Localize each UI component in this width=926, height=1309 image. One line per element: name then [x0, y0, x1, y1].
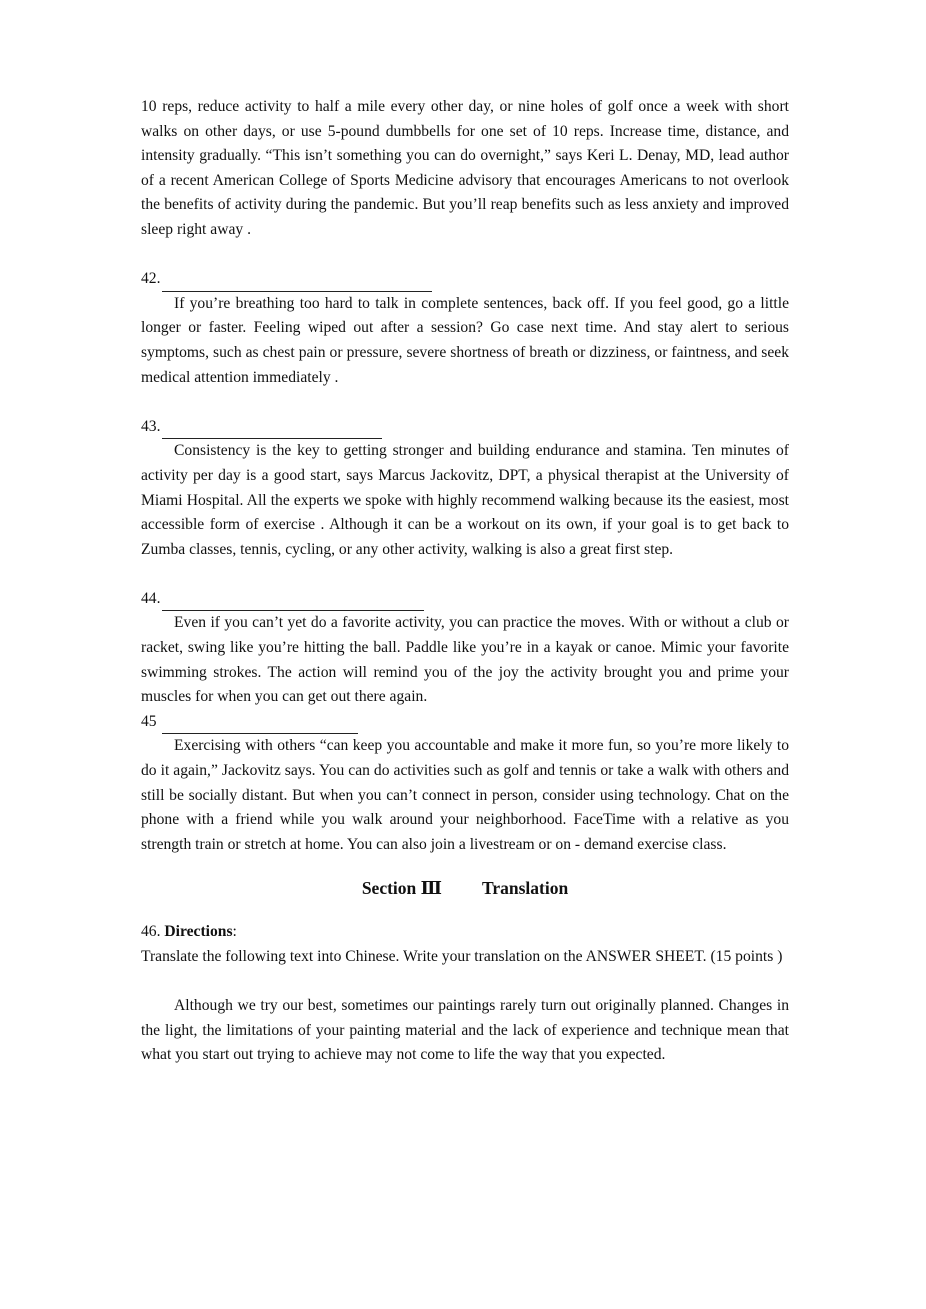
question-43-heading — [141, 415, 789, 440]
spacer — [141, 243, 789, 268]
task-number: 46. — [141, 923, 161, 941]
spacer — [141, 390, 789, 415]
section-label: Section Ⅲ — [361, 878, 442, 899]
question-44-heading — [141, 587, 789, 612]
translation-passage: Although we try our best, sometimes our paintings rarely turn out originally planned. Changes in the light, the limitations of your painting material and the lack of experience and technique mean that what you start out trying to achieve may not come to life the way that you expected. — [141, 997, 789, 1064]
question-44-paragraph: Even if you can’t yet do a favorite activity, you can practice the moves. With or without a club or racket, swing like you’re hitting the ball. Paddle like you’re in a kayak or canoe. Mimic your favorite swimming strokes. The action will remind you of the joy the activity brought you and prime your muscles for when you can get out there again. — [141, 614, 789, 706]
directions-colon: : — [232, 923, 237, 941]
question-42-heading — [141, 267, 789, 292]
spacer — [141, 562, 789, 587]
question-43-paragraph: Consistency is the key to getting stronger and building endurance and stamina. Ten minutes of activity per day is a good start, says Marcus Jackovitz, DPT, a physical therapist at the University of Miami Hospital. All the experts we spoke with highly recommend walking because its the easiest, most accessible form of exercise . Although it can be a workout on its own, if your goal is to get back to Zumba classes, tennis, cycling, or any other activity, walking is also a great first step. — [141, 442, 789, 558]
answer-blank-42[interactable] — [162, 275, 432, 292]
question-45-heading — [141, 710, 789, 735]
spacer — [141, 970, 789, 995]
passage-intro: 10 reps, reduce activity to half a mile every other day, or nine holes of golf once a week with short walks on other days, or use 5-pound dumbbells for one set of 10 reps. Increase time, distance, and intensity gradually. “This isn’t something you can do overnight,” says Keri L. Denay, MD, lead author of a recent American College of Sports Medicine advisory that encourages Americans to not overlook the benefits of activity during the pandemic. But you’ll reap benefits such as less anxiety and improved sleep right away . — [141, 98, 789, 238]
page-content — [141, 95, 789, 1068]
answer-blank-44[interactable] — [162, 594, 424, 611]
question-number: 44. — [141, 589, 161, 607]
question-45-paragraph: Exercising with others “can keep you accountable and make it more fun, so you’re more likely to do it again,” Jackovitz says. You can do activities such as golf and tennis or take a walk with others and still be socially distant. But when you can’t connect in person, consider using technology. Chat on the phone with a friend while you walk around your neighborhood. FaceTime with a relative as you strength train or stretch at home. You can also join a livestream or on - demand exercise class. — [141, 737, 789, 853]
section-name: Translation — [481, 878, 569, 899]
section-heading — [141, 875, 789, 901]
answer-blank-45[interactable] — [162, 717, 358, 734]
task-directions-line — [141, 920, 789, 945]
question-number: 43. — [141, 417, 161, 435]
question-number: 45 — [141, 712, 157, 730]
question-number: 42. — [141, 270, 161, 288]
directions-label: Directions — [164, 923, 233, 941]
task-instructions: Translate the following text into Chinese. Write your translation on the ANSWER SHEET. (15 points ) — [141, 948, 783, 965]
answer-blank-43[interactable] — [162, 422, 382, 439]
question-42-paragraph: If you’re breathing too hard to talk in complete sentences, back off. If you feel good, go a little longer or faster. Feeling wiped out after a session? Go case next time. And stay alert to serious symptoms, such as chest pain or pressure, severe shortness of breath or dizziness, or faintness, and seek medical attention immediately . — [141, 294, 789, 386]
